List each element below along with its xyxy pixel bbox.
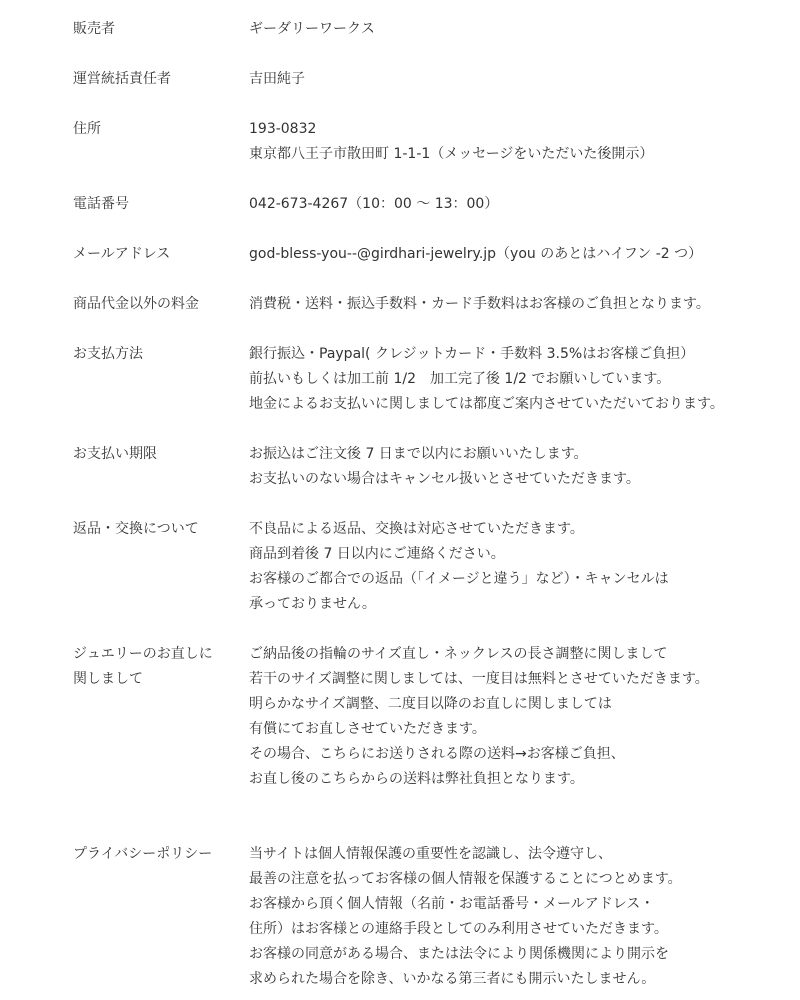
row-label xyxy=(73,192,243,217)
label-line: お支払方法 xyxy=(73,346,143,362)
row-value xyxy=(249,17,794,42)
label-line: プライバシーポリシー xyxy=(73,846,213,862)
value-line: 求められた場合を除き、いかなる第三者にも開示いたしません。 xyxy=(249,971,656,987)
value-line: 吉田純子 xyxy=(249,71,305,87)
value-line: 042-673-4267（10：00 ～ 13：00） xyxy=(249,196,499,212)
value-line: 最善の注意を払ってお客様の個人情報を保護することにつとめます。 xyxy=(249,871,682,887)
value-line: 前払いもしくは加工前 1/2 加工完了後 1/2 でお願いしています。 xyxy=(249,371,671,387)
label-line: 販売者 xyxy=(73,21,115,37)
label-line: 関しまして xyxy=(73,671,143,687)
value-line: 承っておりません。 xyxy=(249,596,376,612)
row-value xyxy=(249,242,794,267)
row-label xyxy=(73,342,243,367)
row-value xyxy=(249,842,794,992)
value-line: 消費税・送料・振込手数料・カード手数料はお客様のご負担となります。 xyxy=(249,296,710,312)
label-line: ジュエリーのお直しに xyxy=(73,646,213,662)
label-line: 電話番号 xyxy=(73,196,129,212)
row-value xyxy=(249,517,794,617)
row-label xyxy=(73,117,243,142)
label-line: お支払い期限 xyxy=(73,446,157,462)
value-line: 明らかなサイズ調整、二度目以降のお直しに関しましては xyxy=(249,696,612,712)
value-line: 有償にてお直しさせていただきます。 xyxy=(249,721,486,737)
row-value xyxy=(249,292,794,317)
value-line: お支払いのない場合はキャンセル扱いとさせていただきます。 xyxy=(249,471,640,487)
label-line: 運営統括責任者 xyxy=(73,71,171,87)
row-label xyxy=(73,442,243,467)
value-line: お直し後のこちらからの送料は弊社負担となります。 xyxy=(249,771,584,787)
value-line: お客様のご都合での返品（「イメージと違う」など）・キャンセルは xyxy=(249,571,669,587)
value-line: お振込はご注文後 7 日まで以内にお願いいたします。 xyxy=(249,446,588,462)
value-line: ギーダリーワークス xyxy=(249,21,375,37)
row-label xyxy=(73,17,243,42)
value-line: 若干のサイズ調整に関しましては、一度目は無料とさせていただきます。 xyxy=(249,671,709,687)
value-line: お客様から頂く個人情報（名前・お電話番号・メールアドレス・ xyxy=(249,896,655,912)
row-label xyxy=(73,517,243,542)
row-value xyxy=(249,642,794,792)
row-value xyxy=(249,117,794,167)
row-value xyxy=(249,342,794,417)
row-label xyxy=(73,642,243,692)
value-line: 東京都八王子市散田町 1-1-1（メッセージをいただいた後開示） xyxy=(249,146,654,162)
value-line: 不良品による返品、交換は対応させていただきます。 xyxy=(249,521,584,537)
value-line: その場合、こちらにお送りされる際の送料→お客様ご負担、 xyxy=(249,746,625,762)
value-line: 当サイトは個人情報保護の重要性を認識し、法令遵守し、 xyxy=(249,846,613,862)
value-line: god-bless-you--@girdhari-jewelry.jp（you のあとはハイフン -2 つ） xyxy=(249,246,703,262)
label-line: メールアドレス xyxy=(73,246,171,262)
value-line: 商品到着後 7 日以内にご連絡ください。 xyxy=(249,546,505,562)
row-label xyxy=(73,242,243,267)
row-value xyxy=(249,67,794,92)
row-value xyxy=(249,192,794,217)
value-line: お客様の同意がある場合、または法令により関係機関により開示を xyxy=(249,946,669,962)
row-label xyxy=(73,67,243,92)
row-label xyxy=(73,842,243,867)
label-line: 返品・交換について xyxy=(73,521,199,537)
label-line: 商品代金以外の料金 xyxy=(73,296,199,312)
value-line: 銀行振込・Paypal( クレジットカード・手数料 3.5%はお客様ご負担） xyxy=(249,346,695,362)
label-line: 住所 xyxy=(73,121,101,137)
value-line: 193-0832 xyxy=(249,121,317,137)
value-line: 住所）はお客様との連絡手段としてのみ利用させていただきます。 xyxy=(249,921,668,937)
value-line: ご納品後の指輪のサイズ直し・ネックレスの長さ調整に関しまして xyxy=(249,646,668,662)
row-value xyxy=(249,442,794,492)
row-label xyxy=(73,292,243,317)
value-line: 地金によるお支払いに関しましては都度ご案内させていただいております。 xyxy=(249,396,724,412)
